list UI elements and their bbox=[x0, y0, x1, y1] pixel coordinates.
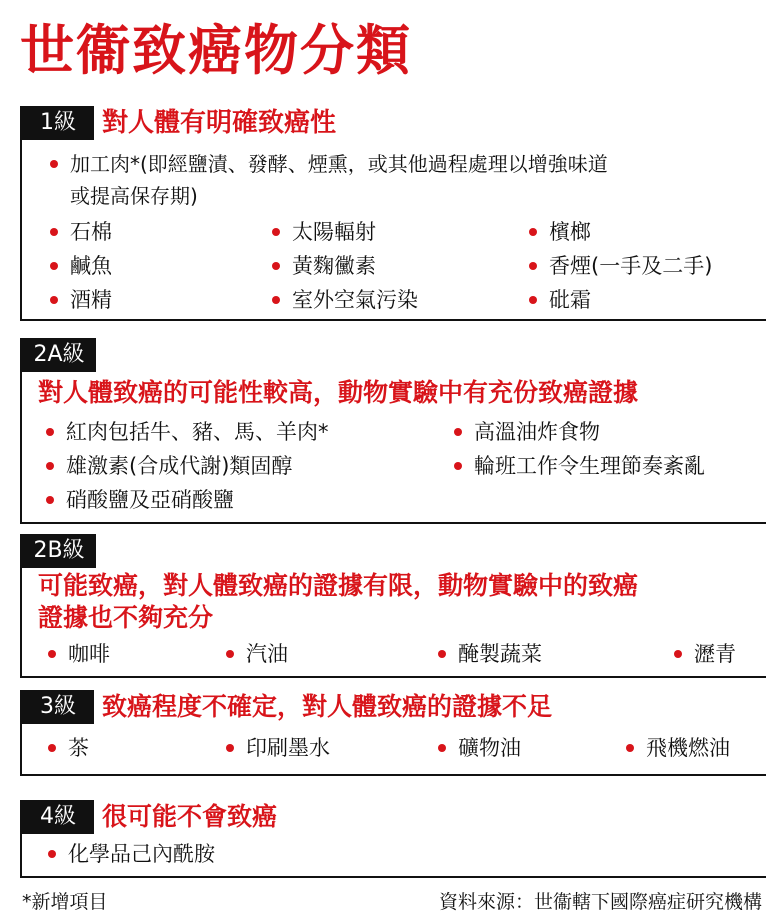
group-badge: 2B級 bbox=[22, 534, 96, 568]
list-item: 茶 bbox=[68, 736, 89, 760]
list-item: 室外空氣污染 bbox=[292, 288, 418, 312]
list-item: 砒霜 bbox=[549, 288, 591, 312]
list-item: 酒精 bbox=[70, 288, 112, 312]
list-item: 醃製蔬菜 bbox=[458, 642, 542, 666]
list-item-continuation: 或提高保存期) bbox=[70, 184, 198, 208]
group-heading: 可能致癌，對人體致癌的證據有限，動物實驗中的致癌 bbox=[38, 571, 639, 600]
list-item: 黃麴黴素 bbox=[292, 254, 376, 278]
list-item: 檳榔 bbox=[549, 220, 591, 244]
group-badge: 3級 bbox=[22, 690, 94, 724]
list-item: 紅肉包括牛、豬、馬、羊肉* bbox=[66, 420, 329, 444]
footnote: *新增項目 bbox=[22, 891, 108, 913]
list-item: 咖啡 bbox=[68, 642, 110, 666]
list-item: 瀝青 bbox=[694, 642, 736, 666]
list-item: 汽油 bbox=[246, 642, 288, 666]
group-heading: 對人體致癌的可能性較高，動物實驗中有充份致癌證據 bbox=[38, 378, 639, 407]
list-item: 輪班工作令生理節奏紊亂 bbox=[474, 454, 705, 478]
group-1-section bbox=[20, 106, 766, 321]
source-credit: 資料來源：世衞轄下國際癌症研究機構 bbox=[438, 891, 762, 913]
group-2b-section bbox=[20, 534, 766, 678]
list-item: 雄激素(合成代謝)類固醇 bbox=[66, 454, 293, 478]
list-item: 高溫油炸食物 bbox=[474, 420, 600, 444]
list-item: 礦物油 bbox=[458, 736, 521, 760]
group-2a-section bbox=[20, 338, 766, 524]
group-badge: 2A級 bbox=[22, 338, 96, 372]
group-heading: 對人體有明確致癌性 bbox=[102, 108, 337, 138]
list-item: 鹹魚 bbox=[70, 254, 112, 278]
group-heading: 很可能不會致癌 bbox=[102, 802, 278, 831]
list-item: 石棉 bbox=[70, 220, 112, 244]
list-item: 硝酸鹽及亞硝酸鹽 bbox=[66, 488, 234, 512]
list-item: 加工肉*(即經鹽漬、發酵、煙熏，或其他過程處理以增強味道 bbox=[70, 152, 608, 176]
group-4-section bbox=[20, 800, 766, 878]
group-badge: 4級 bbox=[22, 800, 94, 834]
list-item: 化學品己內酰胺 bbox=[68, 842, 215, 866]
group-heading: 致癌程度不確定，對人體致癌的證據不足 bbox=[102, 692, 553, 721]
list-item: 香煙(一手及二手) bbox=[549, 254, 713, 278]
group-heading-continuation: 證據也不夠充分 bbox=[38, 603, 214, 632]
list-item: 印刷墨水 bbox=[246, 736, 330, 760]
page-title: 世衞致癌物分類 bbox=[20, 18, 412, 82]
list-item: 飛機燃油 bbox=[646, 736, 730, 760]
list-item: 太陽輻射 bbox=[292, 220, 376, 244]
group-badge: 1級 bbox=[22, 106, 94, 140]
group-3-section bbox=[20, 690, 766, 776]
